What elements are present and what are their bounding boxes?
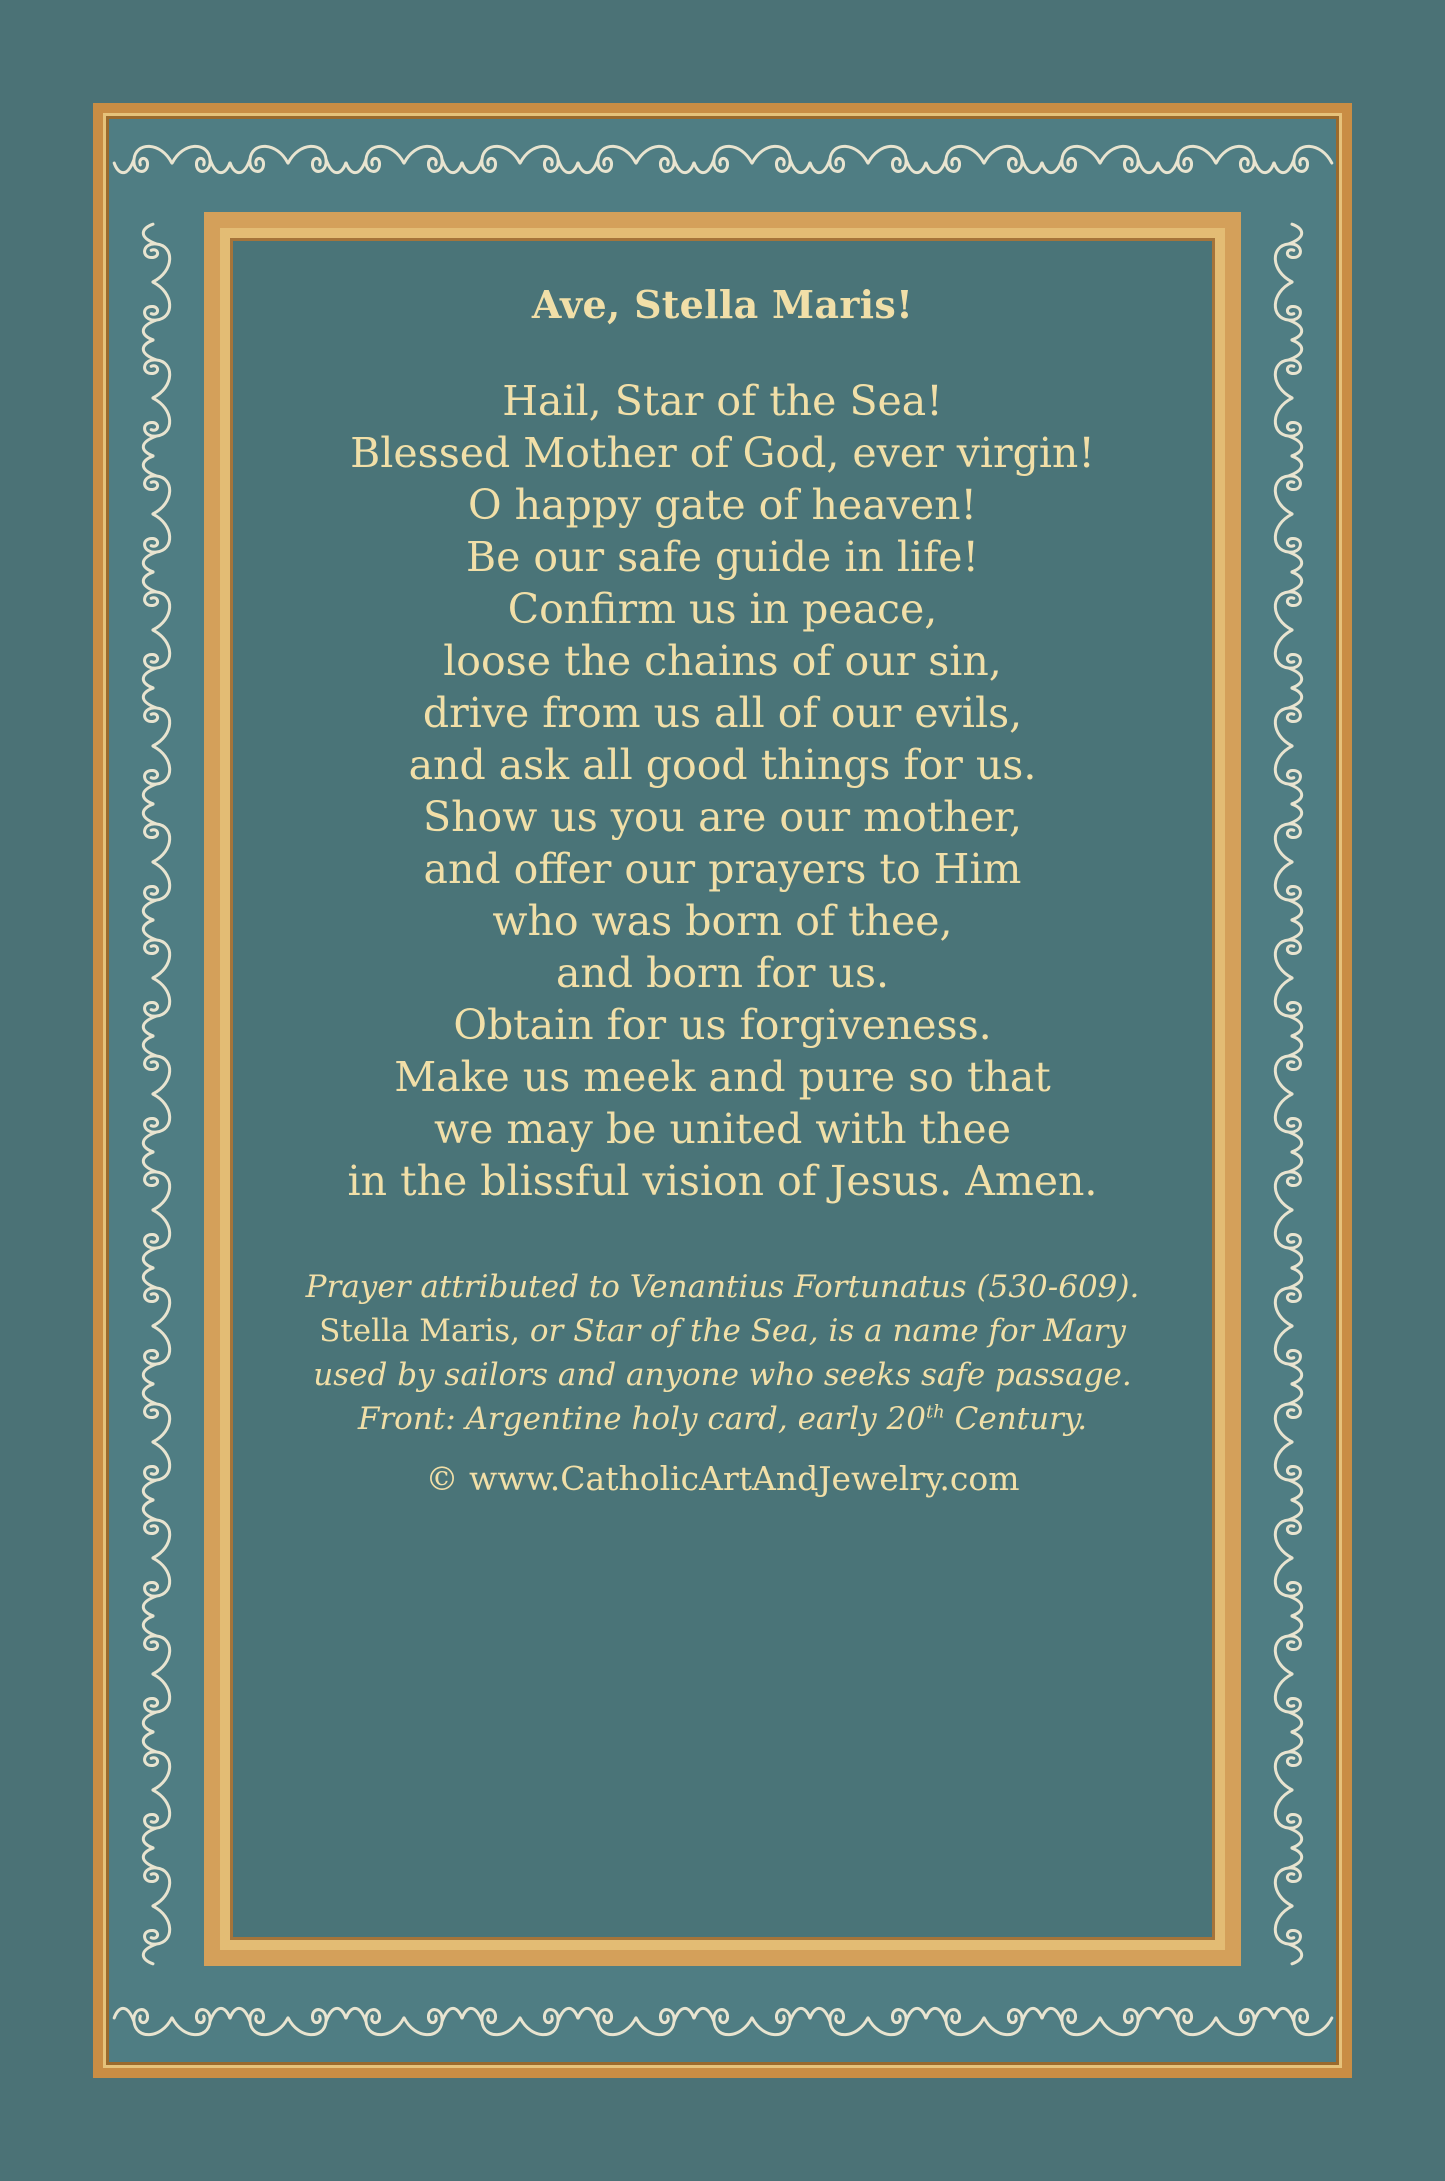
prayer-line: Obtain for us forgiveness. (453, 1001, 992, 1049)
prayer-line: Blessed Mother of God, ever virgin! (350, 429, 1095, 477)
prayer-line: loose the chains of our sin, (443, 637, 1002, 685)
front-note-text: Front: Argentine holy card, early 20 (357, 1401, 926, 1437)
prayer-line: we may be united with thee (434, 1105, 1011, 1153)
prayer-content (234, 242, 1211, 1936)
name-term: Stella Maris, (319, 1313, 521, 1349)
prayer-line: Hail, Star of the Sea! (502, 377, 943, 425)
prayer-text (234, 375, 1211, 1207)
prayer-line: Show us you are our mother, (423, 793, 1022, 841)
prayer-line: and ask all good things for us. (408, 741, 1037, 789)
prayer-line: Make us meek and pure so that (394, 1053, 1051, 1101)
attribution-note: Prayer attributed to Venantius Fortunatus (530-609). (305, 1269, 1140, 1305)
copyright-link[interactable]: © www.CatholicArtAndJewelry.com (425, 1459, 1020, 1498)
prayer-line: and offer our prayers to Him (423, 845, 1022, 893)
prayer-line: and born for us. (555, 949, 890, 997)
front-note (234, 1397, 1211, 1441)
usage-note: used by sailors and anyone who seeks safe passage. (313, 1357, 1132, 1393)
name-rest: or Star of the Sea, is a name for Mary (520, 1313, 1126, 1349)
prayer-line: drive from us all of our evils, (422, 689, 1023, 737)
prayer-line: in the blissful vision of Jesus. Amen. (347, 1157, 1098, 1205)
prayer-title: Ave, Stella Maris! (531, 282, 914, 327)
front-note-suffix: Century. (944, 1401, 1088, 1437)
name-note (234, 1309, 1211, 1353)
prayer-line: O happy gate of heaven! (468, 481, 977, 529)
front-note-sup: th (925, 1401, 945, 1423)
prayer-line: Be our safe guide in life! (465, 533, 980, 581)
prayer-line: who was born of thee, (492, 897, 953, 945)
prayer-notes (234, 1265, 1211, 1441)
prayer-line: Confirm us in peace, (507, 585, 938, 633)
